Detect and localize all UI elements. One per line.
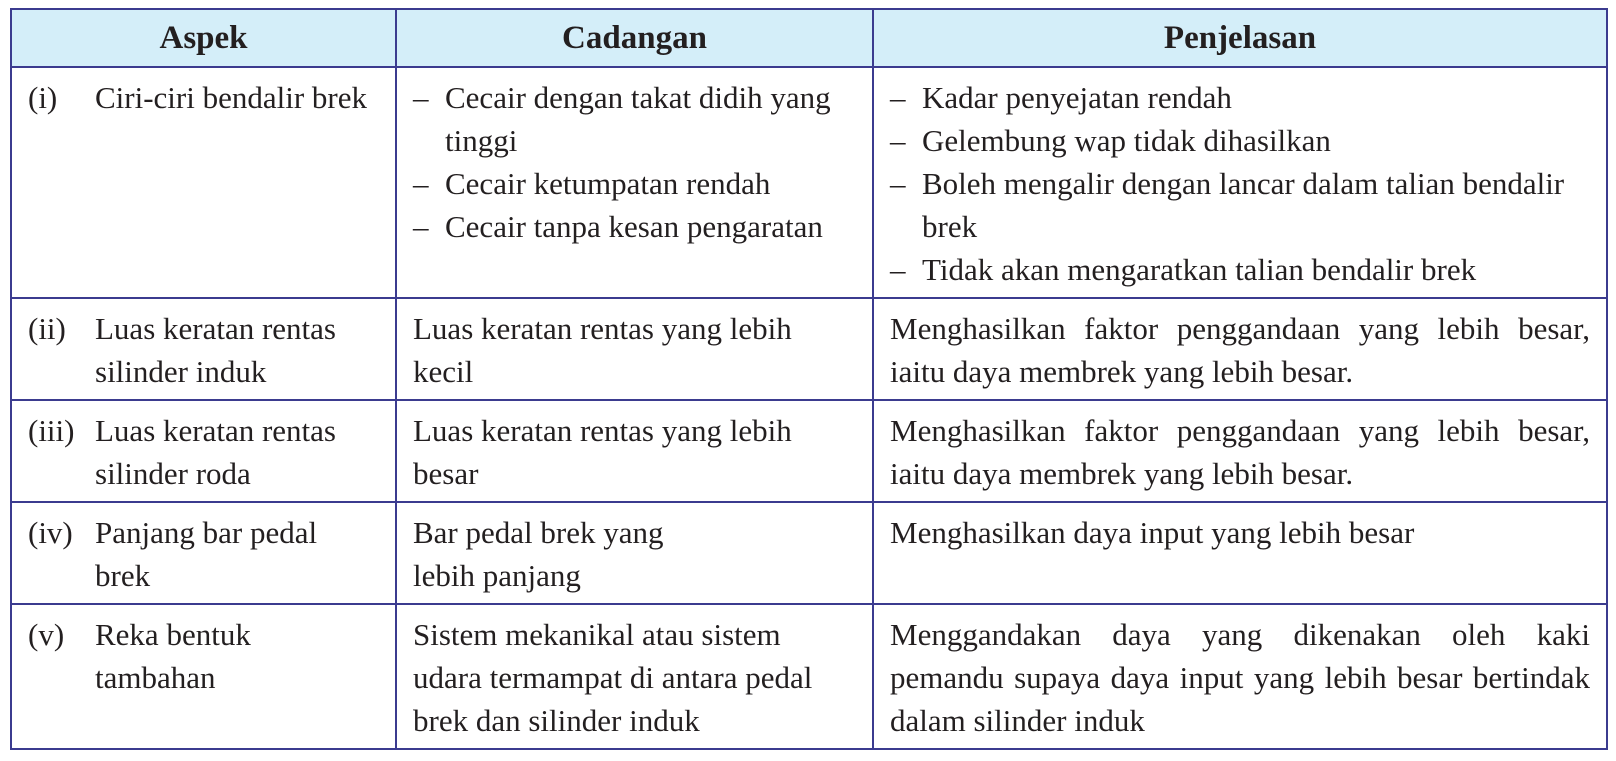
table-row [11, 67, 1607, 298]
aspek-text: Reka bentuk tambahan [95, 617, 251, 695]
aspek-cell [11, 400, 396, 502]
penjelasan-list [890, 76, 1590, 291]
table-row [11, 400, 1607, 502]
penjelasan-cell: Menggandakan daya yang dikenakan oleh kaki pemandu supaya daya input yang lebih besar bertindak dalam silinder induk [873, 604, 1607, 749]
aspek-text: Panjang bar pedal brek [95, 515, 318, 593]
table-row [11, 298, 1607, 400]
cadangan-cell: Luas keratan rentas yang lebih kecil [396, 298, 873, 400]
list-item: – Cecair tanpa kesan pengaratan [413, 209, 823, 244]
penjelasan-cell: Menghasilkan daya input yang lebih besar [873, 502, 1607, 604]
header-row [11, 9, 1607, 67]
header-cadangan: Cadangan [396, 9, 873, 67]
penjelasan-cell: Menghasilkan faktor penggandaan yang lebih besar, iaitu daya membrek yang lebih besar. [873, 298, 1607, 400]
list-item: – Cecair ketumpatan rendah [413, 166, 771, 201]
row-number: (v) [28, 617, 65, 652]
row-number: (ii) [28, 311, 66, 346]
cadangan-cell [396, 67, 873, 298]
list-item: – Kadar penyejatan rendah [890, 80, 1232, 115]
list-item: – Boleh mengalir dengan lancar dalam talian bendalir brek [890, 166, 1565, 244]
header-aspek: Aspek [11, 9, 396, 67]
brake-aspects-table [10, 8, 1608, 750]
row-number: (iii) [28, 413, 75, 448]
table-container [10, 8, 1608, 750]
penjelasan-cell [873, 67, 1607, 298]
aspek-cell [11, 67, 396, 298]
cadangan-cell: Luas keratan rentas yang lebih besar [396, 400, 873, 502]
aspek-cell [11, 298, 396, 400]
table-row [11, 604, 1607, 749]
cadangan-cell: Bar pedal brek yang lebih panjang [396, 502, 873, 604]
header-penjelasan: Penjelasan [873, 9, 1607, 67]
row-number: (i) [28, 80, 58, 115]
row-number: (iv) [28, 515, 73, 550]
list-item: – Cecair dengan takat didih yang tinggi [413, 80, 831, 158]
aspek-text: Luas keratan rentas silinder roda [95, 413, 336, 491]
aspek-text: Luas keratan rentas silinder induk [95, 311, 336, 389]
aspek-cell [11, 502, 396, 604]
penjelasan-cell: Menghasilkan faktor penggandaan yang lebih besar, iaitu daya membrek yang lebih besar. [873, 400, 1607, 502]
cadangan-list [413, 76, 856, 248]
list-item: – Gelembung wap tidak dihasilkan [890, 123, 1331, 158]
aspek-text: Ciri-ciri bendalir brek [95, 80, 368, 115]
cadangan-cell: Sistem mekanikal atau sistem udara termampat di antara pedal brek dan silinder induk [396, 604, 873, 749]
table-row [11, 502, 1607, 604]
aspek-cell [11, 604, 396, 749]
list-item: – Tidak akan mengaratkan talian bendalir brek [890, 252, 1477, 287]
